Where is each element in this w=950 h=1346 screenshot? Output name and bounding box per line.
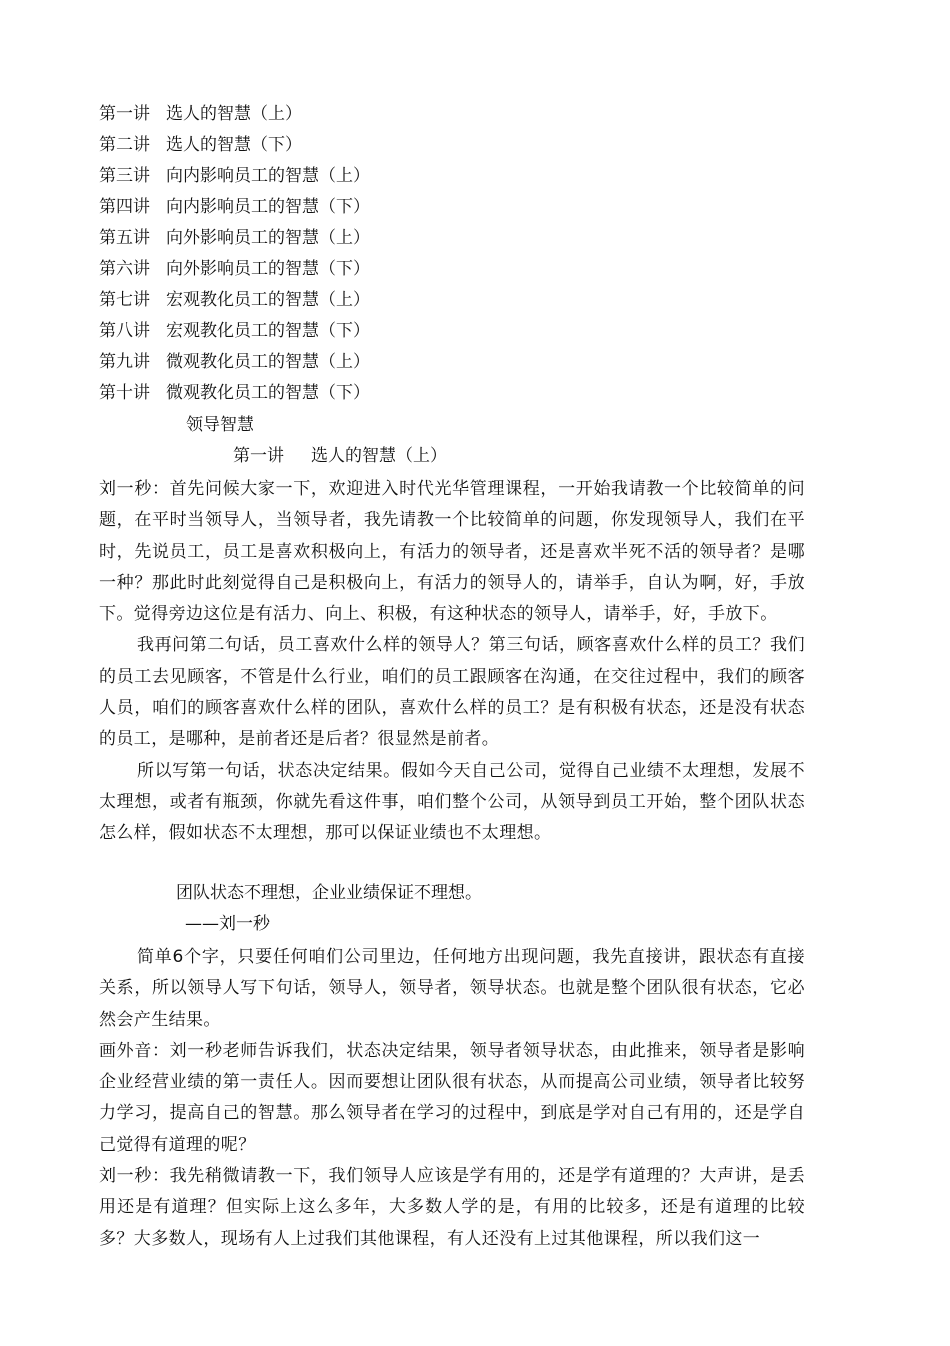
toc-item-title: 宏观教化员工的智慧（下） — [166, 321, 370, 341]
body-paragraph: 所以写第一句话，状态决定结果。假如今天自己公司，觉得自己业绩不太理想，发展不太理想，或者有瓶颈，你就先看这件事，咱们整个公司，从领导到员工开始，整个团队状态怎么样，假如状态不太理想，那可以保证业绩也不太理想。 — [99, 760, 805, 844]
lecture-heading-title: 选人的智慧（上） — [311, 446, 447, 466]
toc-item-number: 第一讲 — [99, 104, 150, 124]
body-section-b — [99, 942, 805, 1255]
toc-item — [99, 192, 519, 223]
toc-item-title: 选人的智慧（下） — [166, 135, 302, 155]
toc-item-title: 宏观教化员工的智慧（上） — [166, 290, 370, 310]
toc-item-number: 第八讲 — [99, 321, 150, 341]
toc-item-number: 第十讲 — [99, 383, 150, 403]
toc-item-number: 第九讲 — [99, 352, 150, 372]
toc-item-number: 第二讲 — [99, 135, 150, 155]
toc-item-number: 第六讲 — [99, 259, 150, 279]
toc-item — [99, 347, 519, 378]
toc-item-title: 向外影响员工的智慧（上） — [166, 228, 370, 248]
lecture-heading — [233, 443, 447, 469]
toc-item — [99, 130, 519, 161]
toc-item-number: 第四讲 — [99, 197, 150, 217]
toc-item — [99, 316, 519, 347]
book-title: 领导智慧 — [186, 415, 254, 435]
toc-item — [99, 223, 519, 254]
toc-item — [99, 254, 519, 285]
table-of-contents — [99, 99, 519, 409]
quote-author: ——刘一秒 — [185, 914, 270, 934]
speaker-paragraph: 刘一秒：我先稍微请教一下，我们领导人应该是学有用的，还是学有道理的？大声讲，是丢用还是有道理？但实际上这么多年，大多数人学的是，有用的比较多，还是有道理的比较多？大多数人，现场有人上过我们其他课程，有人还没有上过其他课程，所以我们这一 — [99, 1166, 805, 1249]
body-section-a — [99, 474, 805, 850]
toc-item — [99, 378, 519, 409]
toc-item-title: 微观教化员工的智慧（上） — [166, 352, 370, 372]
body-paragraph: 我再问第二句话，员工喜欢什么样的领导人？第三句话，顾客喜欢什么样的员工？我们的员工去见顾客，不管是什么行业，咱们的员工跟顾客在沟通，在交往过程中，我们的顾客人员，咱们的顾客喜欢什么样的团队，喜欢什么样的员工？是有积极有状态，还是没有状态的员工，是哪种，是前者还是后者？很显然是前者。 — [99, 635, 805, 750]
toc-item-number: 第五讲 — [99, 228, 150, 248]
toc-item — [99, 161, 519, 192]
toc-item-title: 向内影响员工的智慧（上） — [166, 166, 370, 186]
toc-item-title: 微观教化员工的智慧（下） — [166, 383, 370, 403]
speaker-paragraph: 刘一秒：首先问候大家一下，欢迎进入时代光华管理课程，一开始我请教一个比较简单的问题，在平时当领导人，当领导者，我先请教一个比较简单的问题，你发现领导人，我们在平时，先说员工，员工是喜欢积极向上，有活力的领导者，还是喜欢半死不活的领导者？是哪一种？那此时此刻觉得自己是积极向上，有活力的领导人的，请举手，自认为啊，好，手放下。觉得旁边这位是有活力、向上、积极，有这种状态的领导人，请举手，好，手放下。 — [99, 479, 805, 625]
toc-item — [99, 99, 519, 130]
narration-paragraph: 画外音：刘一秒老师告诉我们，状态决定结果，领导者领导状态，由此推来，领导者是影响企业经营业绩的第一责任人。因而要想让团队很有状态，从而提高公司业绩，领导者比较努力学习，提高自己的智慧。那么领导者在学习的过程中，到底是学对自己有用的，还是学自己觉得有道理的呢？ — [99, 1040, 805, 1155]
toc-item-title: 向外影响员工的智慧（下） — [166, 259, 370, 279]
quote-text: 团队状态不理想，企业业绩保证不理想。 — [176, 883, 482, 903]
toc-item-title: 向内影响员工的智慧（下） — [166, 197, 370, 217]
toc-item-number: 第三讲 — [99, 166, 150, 186]
lecture-heading-number: 第一讲 — [233, 446, 284, 466]
body-paragraph: 简单6个字，只要任何咱们公司里边，任何地方出现问题，我先直接讲，跟状态有直接关系，所以领导人写下句话，领导人，领导者，领导状态。也就是整个团队很有状态，它必然会产生结果。 — [99, 947, 805, 1030]
toc-item-title: 选人的智慧（上） — [166, 104, 302, 124]
toc-item — [99, 285, 519, 316]
toc-item-number: 第七讲 — [99, 290, 150, 310]
